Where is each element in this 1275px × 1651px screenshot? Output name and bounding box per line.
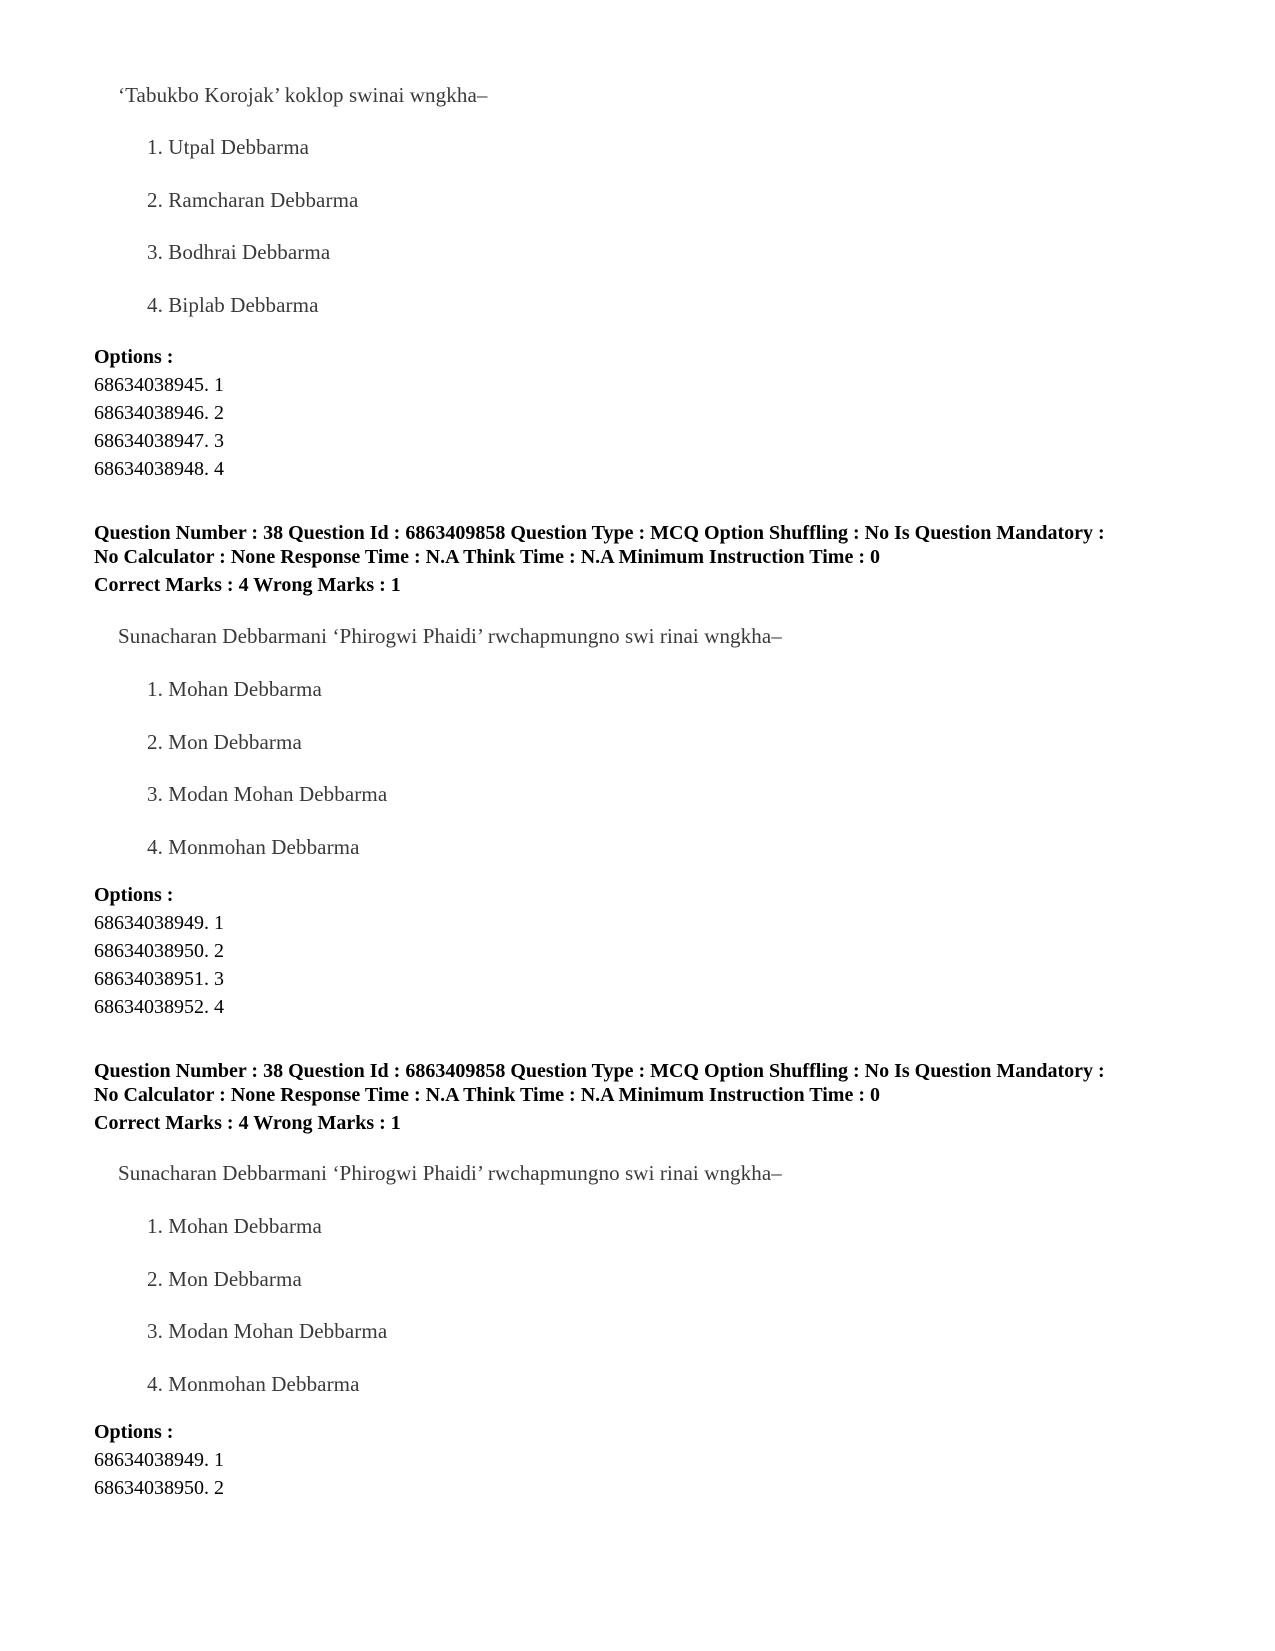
answer-choice: 1. Mohan Debbarma [147,1214,322,1238]
question-stem: ‘Tabukbo Korojak’ koklop swinai wngkha– [118,83,488,107]
question-meta-line: No Calculator : None Response Time : N.A Think Time : N.A Minimum Instruction Time : 0 [94,1084,880,1106]
question-stem: Sunacharan Debbarmani ‘Phirogwi Phaidi’ rwchapmungno swi rinai wngkha– [118,624,782,648]
question-meta-line: Question Number : 38 Question Id : 6863409858 Question Type : MCQ Option Shuffling : No Is Question Mandatory : [94,1060,1105,1082]
answer-choice: 2. Ramcharan Debbarma [147,188,359,212]
option-line: 68634038948. 4 [94,458,224,480]
answer-choice: 4. Monmohan Debbarma [147,835,360,859]
marks-line: Correct Marks : 4 Wrong Marks : 1 [94,1112,401,1134]
answer-choice: 3. Bodhrai Debbarma [147,240,331,264]
option-line: 68634038945. 1 [94,374,224,396]
options-label: Options : [94,1421,174,1443]
option-line: 68634038950. 2 [94,1477,224,1499]
options-label: Options : [94,346,174,368]
question-stem: Sunacharan Debbarmani ‘Phirogwi Phaidi’ rwchapmungno swi rinai wngkha– [118,1161,782,1185]
answer-choice: 4. Biplab Debbarma [147,293,319,317]
options-label: Options : [94,884,174,906]
answer-choice: 2. Mon Debbarma [147,1267,302,1291]
option-line: 68634038949. 1 [94,912,224,934]
option-line: 68634038949. 1 [94,1449,224,1471]
marks-line: Correct Marks : 4 Wrong Marks : 1 [94,574,401,596]
option-line: 68634038946. 2 [94,402,224,424]
answer-choice: 1. Utpal Debbarma [147,135,310,159]
answer-choice: 2. Mon Debbarma [147,730,302,754]
option-line: 68634038950. 2 [94,940,224,962]
question-meta-line: No Calculator : None Response Time : N.A Think Time : N.A Minimum Instruction Time : 0 [94,546,880,568]
answer-choice: 4. Monmohan Debbarma [147,1372,360,1396]
question-meta-line: Question Number : 38 Question Id : 6863409858 Question Type : MCQ Option Shuffling : No Is Question Mandatory : [94,522,1105,544]
answer-choice: 1. Mohan Debbarma [147,677,322,701]
option-line: 68634038952. 4 [94,996,224,1018]
answer-choice: 3. Modan Mohan Debbarma [147,782,388,806]
option-line: 68634038951. 3 [94,968,224,990]
answer-choice: 3. Modan Mohan Debbarma [147,1319,388,1343]
option-line: 68634038947. 3 [94,430,224,452]
